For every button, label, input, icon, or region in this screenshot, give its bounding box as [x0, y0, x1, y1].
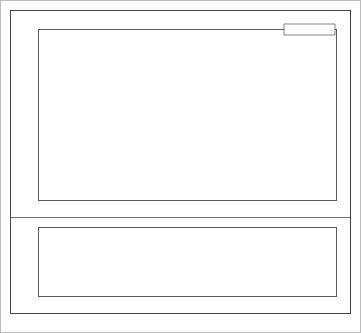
model-label-box — [284, 24, 335, 35]
outer-frame — [1, 1, 361, 333]
